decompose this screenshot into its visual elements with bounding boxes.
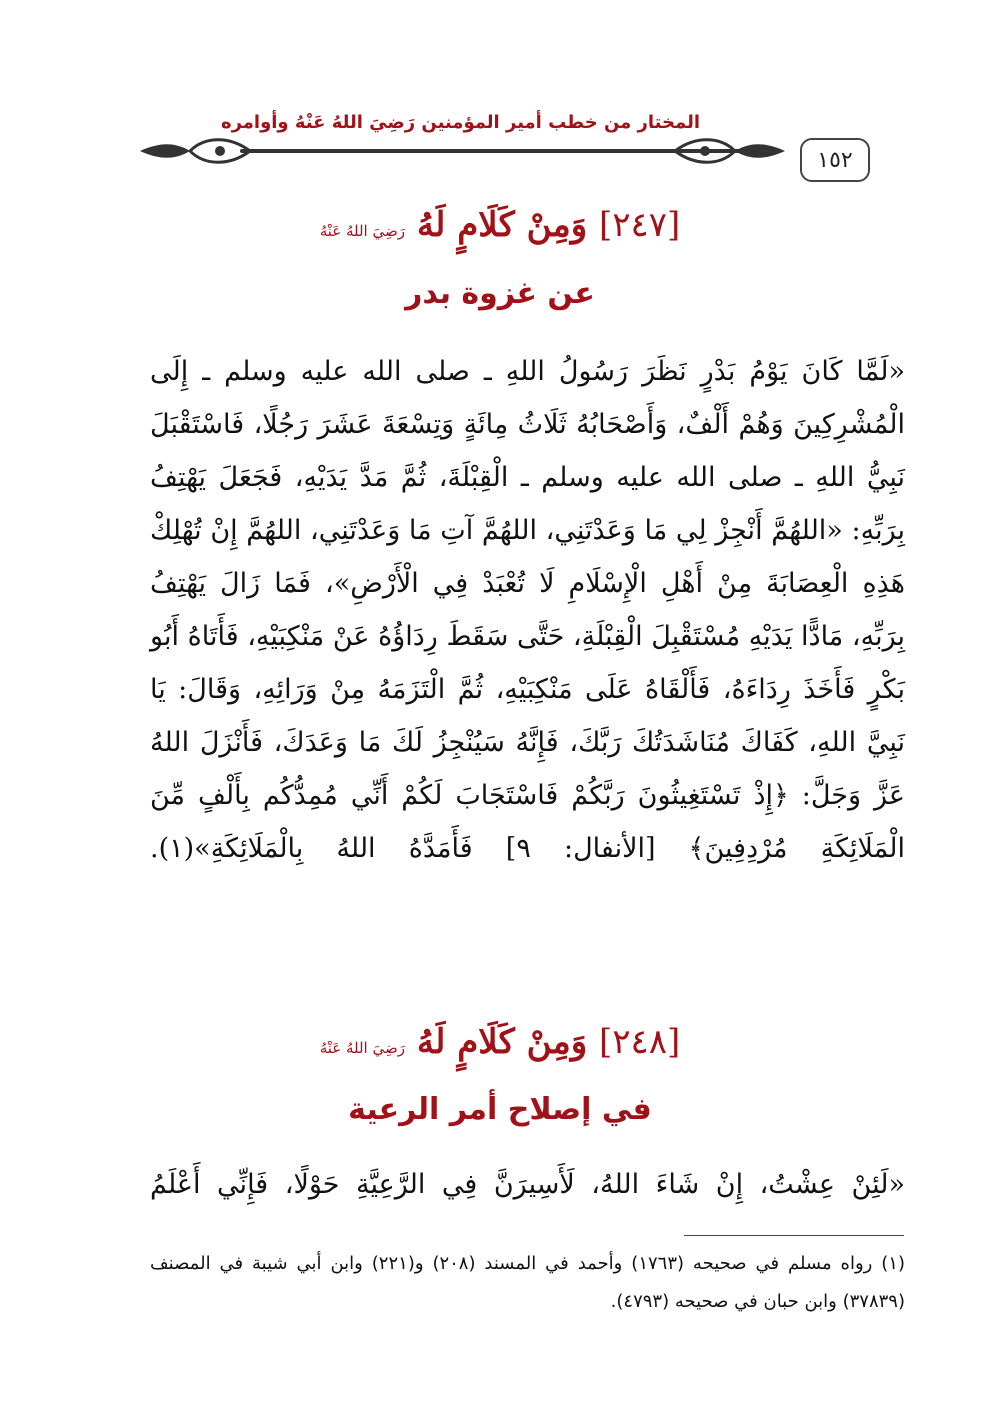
section-248-body [150, 1158, 905, 1211]
footnote: (١) رواه مسلم في صحيحه (١٧٦٣) وأحمد في المسند (٢٠٨) و(٢٢١) وابن أبي شيبة في المصنف (٣٧٨٣٩) وابن حبان في صحيحه (٤٧٩٣). [150, 1253, 905, 1312]
section-title: وَمِنْ كَلَامٍ لَهُ [416, 205, 588, 245]
footnote-separator [684, 1235, 904, 1236]
page-number: ١٥٢ [800, 138, 870, 182]
paragraph: «لَئِنْ عِشْتُ، إِنْ شَاءَ اللهُ، لَأَسِيرَنَّ فِي الرَّعِيَّةِ حَوْلًا، فَإِنِّي أَعْلَمُ [150, 1169, 905, 1200]
section-247-body [150, 345, 905, 875]
ornament-left-icon [140, 134, 250, 168]
quran-verse: ﴿إِذْ تَسْتَغِيثُونَ رَبَّكُمْ فَاسْتَجَابَ لَكُمْ أَنِّي مُمِدُّكُم بِأَلْفٍ مِّنَ الْمَلَائِكَةِ مُرْدِفِينَ﴾ [150, 780, 905, 864]
verse-reference: [الأنفال: ٩] [505, 833, 656, 864]
section-247-heading [90, 205, 910, 245]
running-title: المختار من خطب أمير المؤمنين رَضِيَ اللهُ عَنْهُ وأوامره [220, 112, 700, 133]
honorific: رَضِيَ اللهُ عَنْهُ [319, 1039, 405, 1057]
paragraph: «لَمَّا كَانَ يَوْمُ بَدْرٍ نَظَرَ رَسُولُ اللهِ ـ صلى الله عليه وسلم ـ إِلَى الْمُشْرِكِينَ وَهُمْ أَلْفٌ، وَأَصْحَابُهُ ثَلَاثُ مِائَةٍ وَتِسْعَةَ عَشَرَ رَجُلًا، فَاسْتَقْبَلَ نَبِيُّ اللهِ ـ صلى الله عليه وسلم ـ الْقِبْلَةَ، ثُمَّ مَدَّ يَدَيْهِ، فَجَعَلَ يَهْتِفُ بِرَبِّهِ: «اللهُمَّ أَنْجِزْ لِي مَا وَعَدْتَنِي، اللهُمَّ آتِ مَا وَعَدْتَنِي، اللهُمَّ إِنْ تُهْلِكْ هَذِهِ الْعِصَابَةَ مِنْ أَهْلِ الْإِسْلَامِ لَا تُعْبَدْ فِي الْأَرْضِ»، فَمَا زَالَ يَهْتِفُ بِرَبِّهِ، مَادًّا يَدَيْهِ مُسْتَقْبِلَ الْقِبْلَةِ، حَتَّى سَقَطَ رِدَاؤُهُ عَنْ مَنْكِبَيْهِ، فَأَتَاهُ أَبُو بَكْرٍ فَأَخَذَ رِدَاءَهُ، فَأَلْقَاهُ عَلَى مَنْكِبَيْهِ، ثُمَّ الْتَزَمَهُ مِنْ وَرَائِهِ، وَقَالَ: يَا نَبِيَّ اللهِ، كَفَاكَ مُنَاشَدَتُكَ رَبَّكَ، فَإِنَّهُ سَيُنْجِزُ لَكَ مَا وَعَدَكَ، فَأَنْزَلَ اللهُ عَزَّ وَجَلَّ: [150, 356, 906, 811]
section-248-heading [90, 1022, 910, 1062]
section-247-subtitle: عن غزوة بدر [405, 276, 595, 311]
section-title: وَمِنْ كَلَامٍ لَهُ [416, 1022, 588, 1062]
page-header [140, 112, 870, 176]
header-rule [240, 149, 760, 153]
section-number: [٢٤٧] [598, 205, 681, 245]
closing-text: فَأَمَدَّهُ اللهُ بِالْمَلَائِكَةِ»(١). [150, 833, 473, 864]
section-number: [٢٤٨] [598, 1022, 681, 1062]
honorific: رَضِيَ اللهُ عَنْهُ [319, 222, 405, 240]
section-248-subtitle: في إصلاح أمر الرعية [348, 1092, 652, 1127]
